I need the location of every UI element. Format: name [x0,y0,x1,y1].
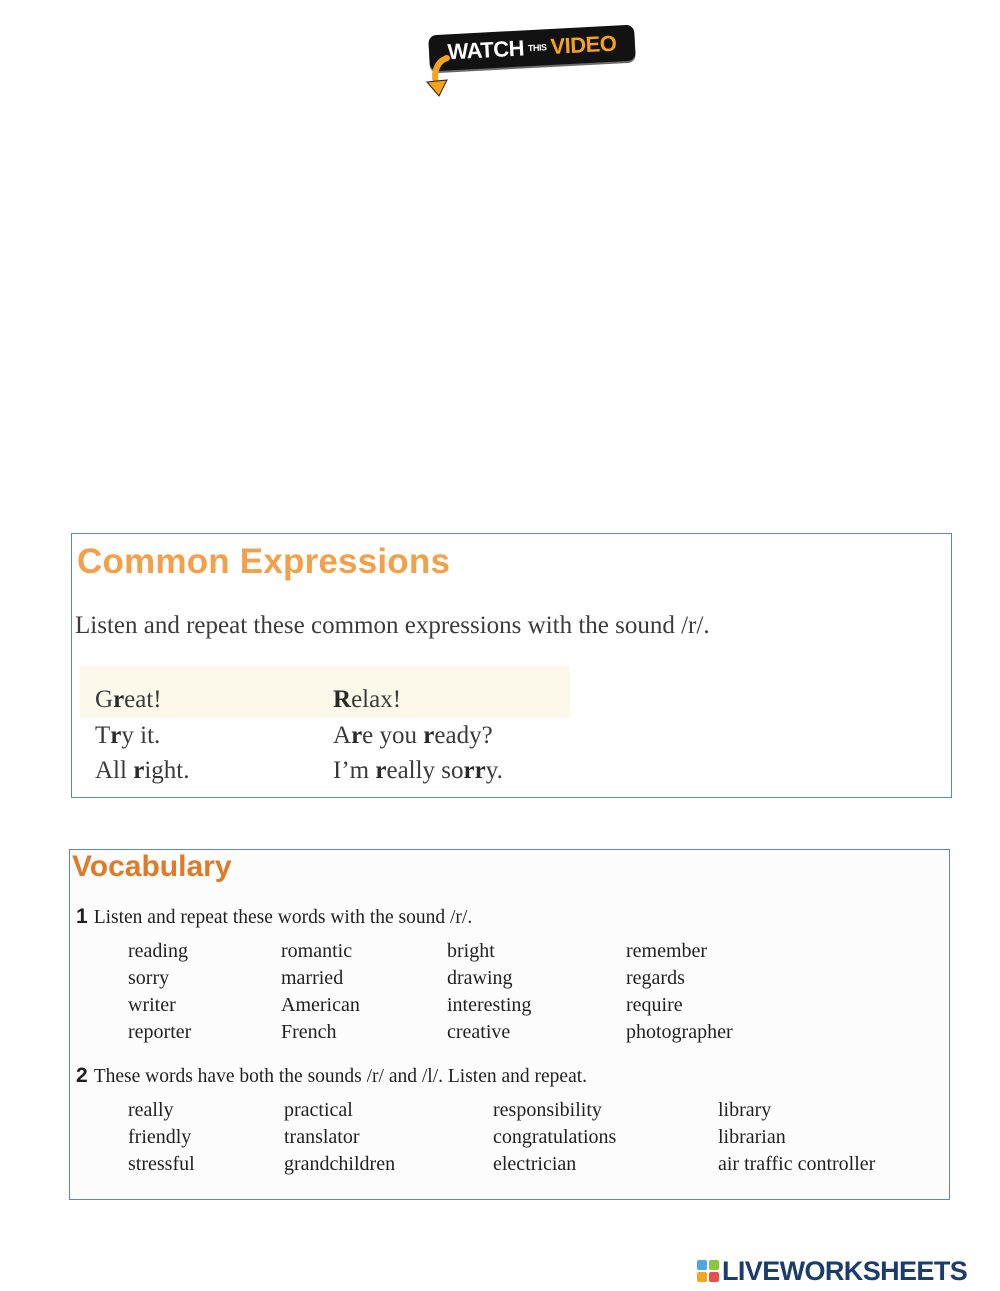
vocabulary-title: Vocabulary [72,850,232,883]
word-item: practical [284,1099,353,1121]
expression-all-right: All right. [95,757,190,784]
expression-are-you-ready: Are you ready? [333,722,493,749]
logo-tile [697,1260,707,1270]
expression-try-it: Try it. [95,722,161,749]
expression-really-sorry: I’m really sorry. [333,757,503,784]
word-item: reporter [128,1021,192,1043]
logo-tile [709,1272,719,1282]
word-item: remember [626,940,708,962]
word-item: really [128,1099,174,1121]
exercise-1-instruction [76,905,472,929]
video-word: VIDEO [549,30,618,60]
word-item: photographer [626,1021,733,1043]
common-expressions-title: Common Expressions [77,542,451,581]
word-item: reading [128,940,188,962]
word-item: friendly [128,1126,192,1148]
word-item: interesting [447,994,532,1016]
word-item: sorry [128,967,170,989]
exercise-1-number: 1 [76,905,88,928]
logo-grid-icon [697,1260,719,1282]
word-item: drawing [447,967,513,989]
word-item: librarian [718,1126,786,1148]
exercise-1-text: Listen and repeat these words with the sound /r/. [93,907,473,928]
word-item: regards [626,967,685,989]
logo-tile [697,1272,707,1282]
word-item: responsibility [493,1099,602,1121]
word-item: bright [447,940,495,962]
word-item: congratulations [493,1126,617,1148]
word-item: require [626,994,683,1016]
curved-arrow-icon [425,54,465,98]
watch-video-button[interactable] [425,24,640,102]
common-expressions-instruction: Listen and repeat these common expressions with the sound /r/. [75,612,710,639]
exercise-2-number: 2 [76,1064,88,1087]
expression-relax: Relax! [333,686,402,713]
word-item: electrician [493,1153,577,1175]
word-item: married [281,967,344,989]
word-item: library [718,1099,772,1121]
word-item: creative [447,1021,511,1043]
word-item: stressful [128,1153,195,1175]
word-item: writer [128,994,176,1016]
watch-word: WATCH [446,35,525,65]
word-item: grandchildren [284,1153,396,1175]
logo-text: LIVEWORKSHEETS [722,1255,968,1286]
word-item: air traffic controller [718,1153,876,1175]
liveworksheets-logo [697,1255,967,1287]
word-item: translator [284,1126,360,1148]
word-item: American [281,994,360,1016]
logo-tile [709,1260,719,1270]
expression-great: Great! [95,686,162,713]
word-item: romantic [281,940,353,962]
word-item: French [281,1021,337,1043]
this-word: THIS [527,42,547,54]
common-expressions-section [71,533,952,798]
exercise-2-text: These words have both the sounds /r/ and /l/. Listen and repeat. [93,1066,588,1087]
exercise-2-instruction [76,1064,587,1088]
vocabulary-section [69,849,950,1200]
